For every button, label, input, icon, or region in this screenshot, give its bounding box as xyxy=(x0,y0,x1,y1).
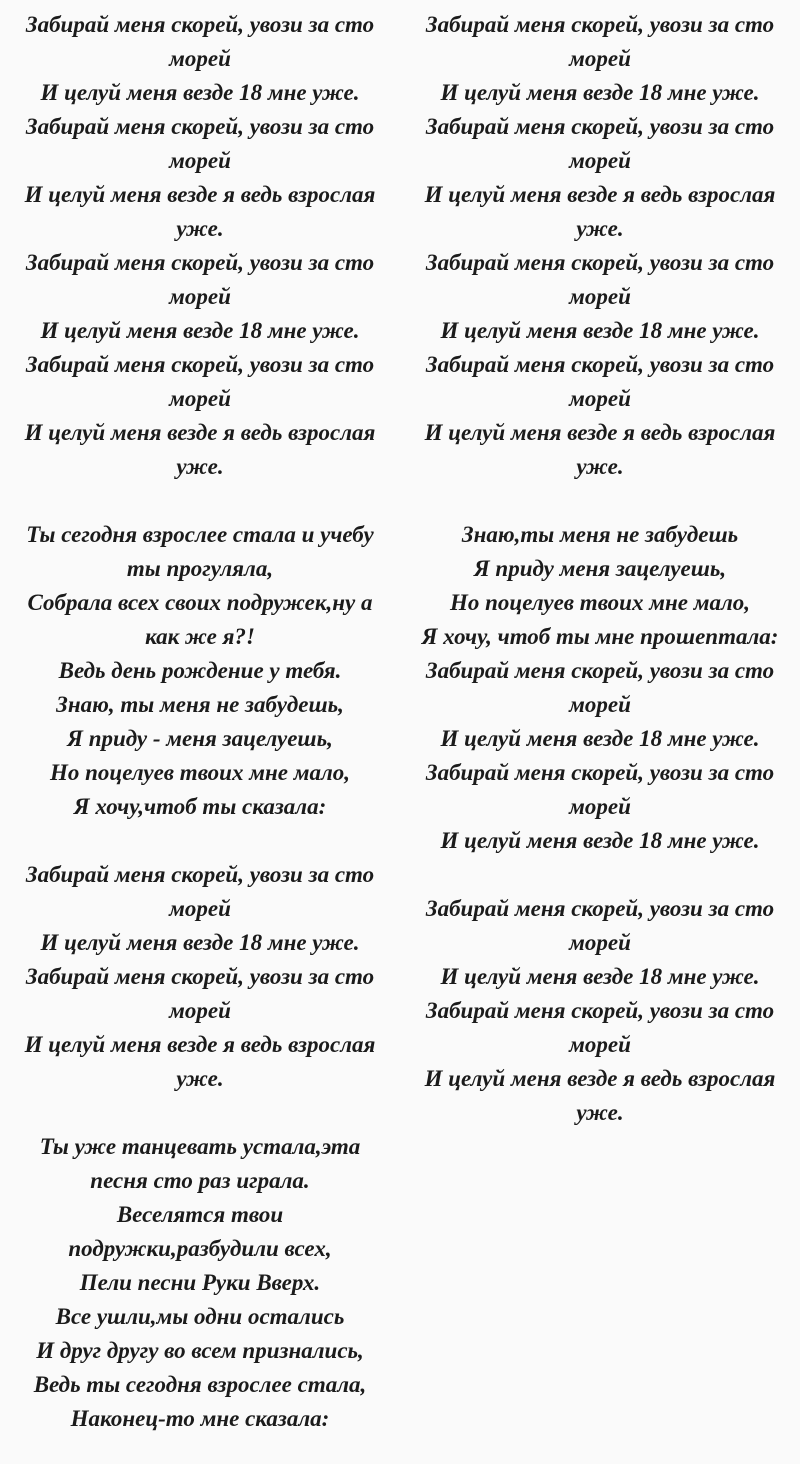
lyric-line: Забирай меня скорей, увози за сто xyxy=(425,896,775,921)
lyric-line: И друг другу во всем признались, xyxy=(36,1338,364,1363)
stanza xyxy=(10,858,390,1096)
lyric-line: уже. xyxy=(576,216,624,241)
lyric-line: И целуй меня везде 18 мне уже. xyxy=(40,318,360,343)
lyric-line: Забирай меня скорей, увози за сто xyxy=(425,12,775,37)
lyric-line: Но поцелуев твоих мне мало, xyxy=(50,760,350,785)
lyric-line: морей xyxy=(169,148,231,173)
lyric-line: морей xyxy=(569,46,631,71)
lyric-line: уже. xyxy=(176,1066,224,1091)
lyric-line: морей xyxy=(569,1032,631,1057)
lyric-line: Знаю,ты меня не забудешь xyxy=(461,522,739,547)
lyric-line: И целуй меня везде 18 мне уже. xyxy=(440,318,760,343)
lyric-line: И целуй меня везде 18 мне уже. xyxy=(440,964,760,989)
lyric-line: И целуй меня везде я ведь взрослая xyxy=(24,1032,376,1057)
lyric-line: И целуй меня везде 18 мне уже. xyxy=(440,80,760,105)
lyric-line: песня сто раз играла. xyxy=(90,1168,310,1193)
lyric-line: И целуй меня везде 18 мне уже. xyxy=(440,828,760,853)
lyric-line: Пели песни Руки Вверх. xyxy=(79,1270,321,1295)
lyric-line: Забирай меня скорей, увози за сто xyxy=(425,114,775,139)
lyric-line: как же я?! xyxy=(145,624,255,649)
lyric-line: И целуй меня везде я ведь взрослая xyxy=(424,1066,776,1091)
lyric-line: Забирай меня скорей, увози за сто xyxy=(25,250,375,275)
lyric-line: Веселятся твои xyxy=(116,1202,284,1227)
lyric-line: Собрала всех своих подружек,ну а xyxy=(27,590,373,615)
lyric-line: Но поцелуев твоих мне мало, xyxy=(450,590,750,615)
lyric-line: морей xyxy=(569,148,631,173)
stanza xyxy=(410,518,790,858)
lyric-line: Ведь день рождение у тебя. xyxy=(58,658,342,683)
stanza xyxy=(10,8,390,484)
stanza xyxy=(10,1130,390,1436)
lyric-line: морей xyxy=(569,794,631,819)
lyrics-column-right xyxy=(400,8,800,1436)
stanza xyxy=(10,518,390,824)
stanza xyxy=(410,892,790,1130)
lyric-line: Я приду меня зацелуешь, xyxy=(473,556,727,581)
lyric-line: И целуй меня везде я ведь взрослая xyxy=(424,182,776,207)
lyric-line: Ты уже танцевать устала,эта xyxy=(39,1134,361,1159)
lyric-line: морей xyxy=(569,930,631,955)
lyrics-column-left xyxy=(0,8,400,1436)
lyric-line: И целуй меня везде 18 мне уже. xyxy=(440,726,760,751)
lyric-line: Забирай меня скорей, увози за сто xyxy=(425,250,775,275)
lyric-line: морей xyxy=(169,46,231,71)
lyric-line: Забирай меня скорей, увози за сто xyxy=(25,964,375,989)
lyric-line: Забирай меня скорей, увози за сто xyxy=(425,352,775,377)
lyric-line: Я хочу, чтоб ты мне прошептала: xyxy=(421,624,779,649)
lyric-line: морей xyxy=(169,386,231,411)
lyric-line: Знаю, ты меня не забудешь, xyxy=(56,692,344,717)
lyric-line: Забирай меня скорей, увози за сто xyxy=(425,658,775,683)
lyric-line: морей xyxy=(569,284,631,309)
lyric-line: уже. xyxy=(176,216,224,241)
lyric-line: уже. xyxy=(176,454,224,479)
lyric-line: морей xyxy=(169,896,231,921)
lyric-line: Забирай меня скорей, увози за сто xyxy=(25,12,375,37)
lyric-line: Ты сегодня взрослее стала и учебу xyxy=(26,522,374,547)
lyric-line: Забирай меня скорей, увози за сто xyxy=(25,352,375,377)
lyric-line: морей xyxy=(569,386,631,411)
lyric-line: морей xyxy=(169,284,231,309)
lyric-line: уже. xyxy=(576,1100,624,1125)
lyric-line: И целуй меня везде я ведь взрослая xyxy=(24,420,376,445)
lyric-line: морей xyxy=(169,998,231,1023)
lyric-line: И целуй меня везде я ведь взрослая xyxy=(24,182,376,207)
lyric-line: Забирай меня скорей, увози за сто xyxy=(25,862,375,887)
lyric-line: Наконец-то мне сказала: xyxy=(70,1406,330,1431)
lyric-line: Забирай меня скорей, увози за сто xyxy=(425,760,775,785)
lyric-line: И целуй меня везде 18 мне уже. xyxy=(40,80,360,105)
stanza xyxy=(410,8,790,484)
lyric-line: ты прогуляла, xyxy=(126,556,274,581)
lyric-line: подружки,разбудили всех, xyxy=(68,1236,332,1261)
lyric-line: Ведь ты сегодня взрослее стала, xyxy=(33,1372,367,1397)
lyric-line: Все ушли,мы одни остались xyxy=(55,1304,345,1329)
lyric-line: уже. xyxy=(576,454,624,479)
lyric-line: Забирай меня скорей, увози за сто xyxy=(25,114,375,139)
lyric-line: И целуй меня везде я ведь взрослая xyxy=(424,420,776,445)
lyric-line: И целуй меня везде 18 мне уже. xyxy=(40,930,360,955)
lyric-line: морей xyxy=(569,692,631,717)
lyric-line: Я приду - меня зацелуешь, xyxy=(67,726,333,751)
lyric-line: Я хочу,чтоб ты сказала: xyxy=(73,794,327,819)
lyric-line: Забирай меня скорей, увози за сто xyxy=(425,998,775,1023)
